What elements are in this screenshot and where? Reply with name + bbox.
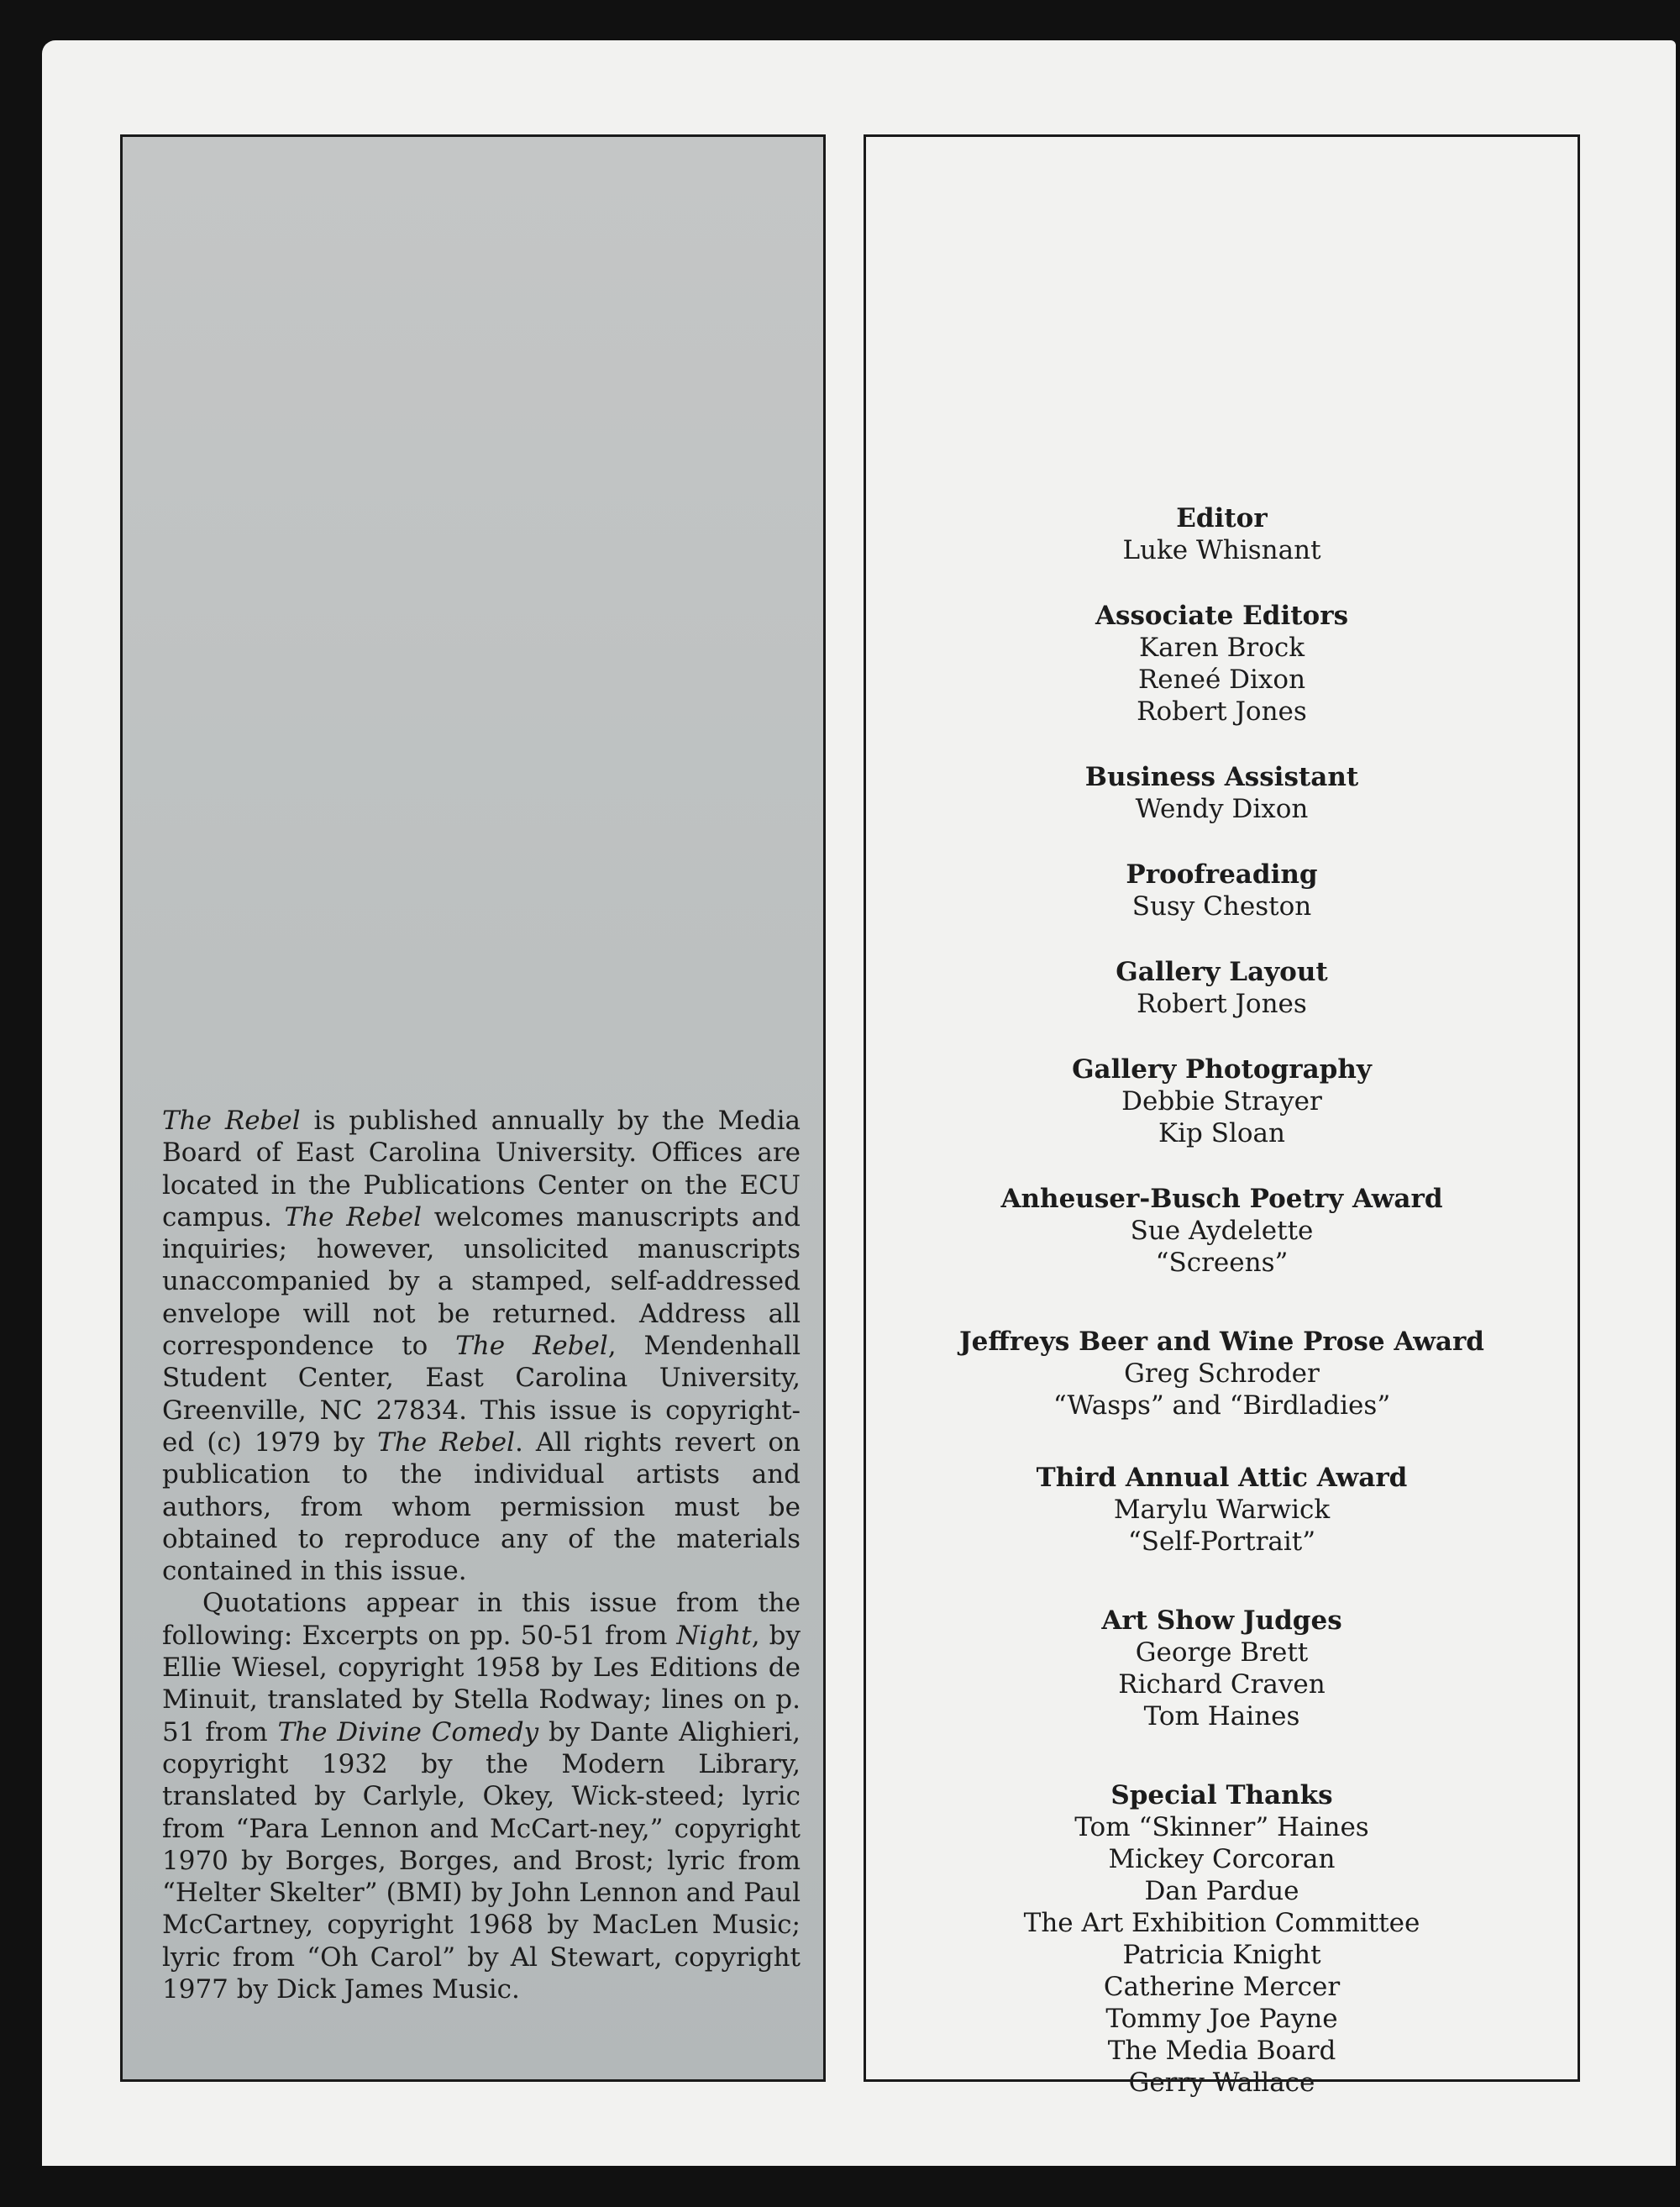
staff-credits [864, 502, 1580, 2099]
credit-editor [864, 502, 1580, 566]
credit-name: Dan Pardue [1144, 1876, 1299, 1906]
credit-special-thanks [864, 1779, 1580, 2099]
italic-title: The Divine Comedy [277, 1716, 539, 1747]
credit-name: Karen Brock [1138, 633, 1305, 663]
credit-heading: Special Thanks [1110, 1780, 1333, 1810]
italic-title: The Rebel [162, 1106, 301, 1136]
credit-gallery-photography [864, 1054, 1580, 1149]
credit-name: Greg Schroder [1124, 1358, 1320, 1389]
credit-heading: Art Show Judges [1101, 1605, 1342, 1636]
credit-name: Robert Jones [1137, 989, 1307, 1019]
credit-heading: Associate Editors [1095, 601, 1349, 631]
credit-art-show-judges [864, 1605, 1580, 1732]
text-run: by Dante Alighieri, copyright 1932 by the Modern Library, translated by Carlyle, Okey, Wick-steed; lyric from “Para Lennon and McCart-ney,” copyright 1970 by Borges, Borges, and Brost; lyric from “Helter Skelter” (BMI) by John Lennon and Paul McCartney, copyright 1968 by MacLen Music; lyric from “Oh Carol” by Al Stewart, copyright 1977 by Dick James Music. [162, 1716, 801, 2005]
credit-heading: Anheuser-Busch Poetry Award [1000, 1184, 1443, 1214]
credit-attic-award [864, 1462, 1580, 1558]
credit-heading: Gallery Photography [1072, 1054, 1372, 1085]
credit-name: Marylu Warwick [1113, 1495, 1331, 1525]
text-run: is published annually by the Media Board of East Carolina University. Offices are located in the Publications Center on the ECU campus. [162, 1106, 801, 1232]
credit-name: Tom Haines [1143, 1701, 1300, 1731]
credit-name: Tommy Joe Payne [1105, 2004, 1338, 2034]
credit-name: Susy Cheston [1131, 891, 1312, 922]
text-run: . All rights revert on publication to the individual artists and authors, from whom permission must be obtained to reproduce any of the materials contained in this issue. [162, 1427, 801, 1587]
credit-name: Wendy Dixon [1135, 794, 1309, 824]
credit-name: Robert Jones [1137, 696, 1307, 727]
credit-name: Tom “Skinner” Haines [1074, 1812, 1369, 1842]
credit-proofreading [864, 859, 1580, 922]
credit-name: Richard Craven [1118, 1669, 1326, 1700]
credit-name: Gerry Wallace [1128, 2068, 1315, 2098]
credit-prose-award [864, 1326, 1580, 1421]
credit-name: Patricia Knight [1122, 1940, 1321, 1970]
credit-heading: Jeffreys Beer and Wine Prose Award [959, 1327, 1484, 1357]
text-run: Quotations appear in this issue from the following: Excerpts on pp. 50-51 from [162, 1588, 801, 1651]
credit-business-assistant [864, 761, 1580, 825]
italic-title: Night [676, 1620, 752, 1651]
credit-heading: Business Assistant [1084, 762, 1359, 792]
text-run: , by Ellie Wiesel, copyright 1958 by Les Editions de Minuit, translated by Stella Rodway; lines on p. 51 from [162, 1620, 801, 1747]
italic-title: The Rebel [284, 1201, 423, 1232]
credit-name: Kip Sloan [1158, 1118, 1286, 1148]
credit-poetry-award [864, 1183, 1580, 1279]
colophon-paragraph-publication [162, 1105, 801, 1587]
credit-name: Mickey Corcoran [1108, 1844, 1336, 1874]
credit-heading: Gallery Layout [1116, 957, 1328, 987]
credit-name: The Media Board [1107, 2036, 1336, 2066]
credit-name: “Screens” [1155, 1248, 1289, 1278]
credit-name: Catherine Mercer [1103, 1972, 1341, 2002]
credit-heading: Third Annual Attic Award [1036, 1463, 1408, 1493]
italic-title: The Rebel [455, 1331, 608, 1362]
italic-title: The Rebel [377, 1427, 515, 1458]
credit-name: Reneé Dixon [1137, 665, 1306, 695]
colophon-paragraph-quotations [162, 1587, 801, 2005]
credit-associate-editors [864, 600, 1580, 728]
credit-name: The Art Exhibition Committee [1023, 1908, 1420, 1938]
credit-heading: Proofreading [1126, 859, 1318, 890]
credit-gallery-layout [864, 956, 1580, 1020]
credit-heading: Editor [1176, 503, 1268, 533]
credit-name: Sue Aydelette [1130, 1216, 1314, 1246]
credit-name: “Self-Portrait” [1127, 1527, 1316, 1557]
colophon-text [162, 1105, 801, 2005]
credit-name: George Brett [1135, 1637, 1309, 1668]
credit-name: “Wasps” and “Birdladies” [1053, 1390, 1391, 1421]
credit-name: Debbie Strayer [1121, 1086, 1322, 1117]
text-run: welcomes manuscripts and inquiries; however, unsolicited manuscripts unaccompanied by a stamped, self-addressed envelope will not be returned. Address all correspondence to [162, 1201, 801, 1362]
credit-name: Luke Whisnant [1122, 535, 1321, 565]
text-run: , Mendenhall Student Center, East Carolina University, Greenville, NC 27834. This issue is copyright-ed (c) 1979 by [162, 1331, 801, 1458]
